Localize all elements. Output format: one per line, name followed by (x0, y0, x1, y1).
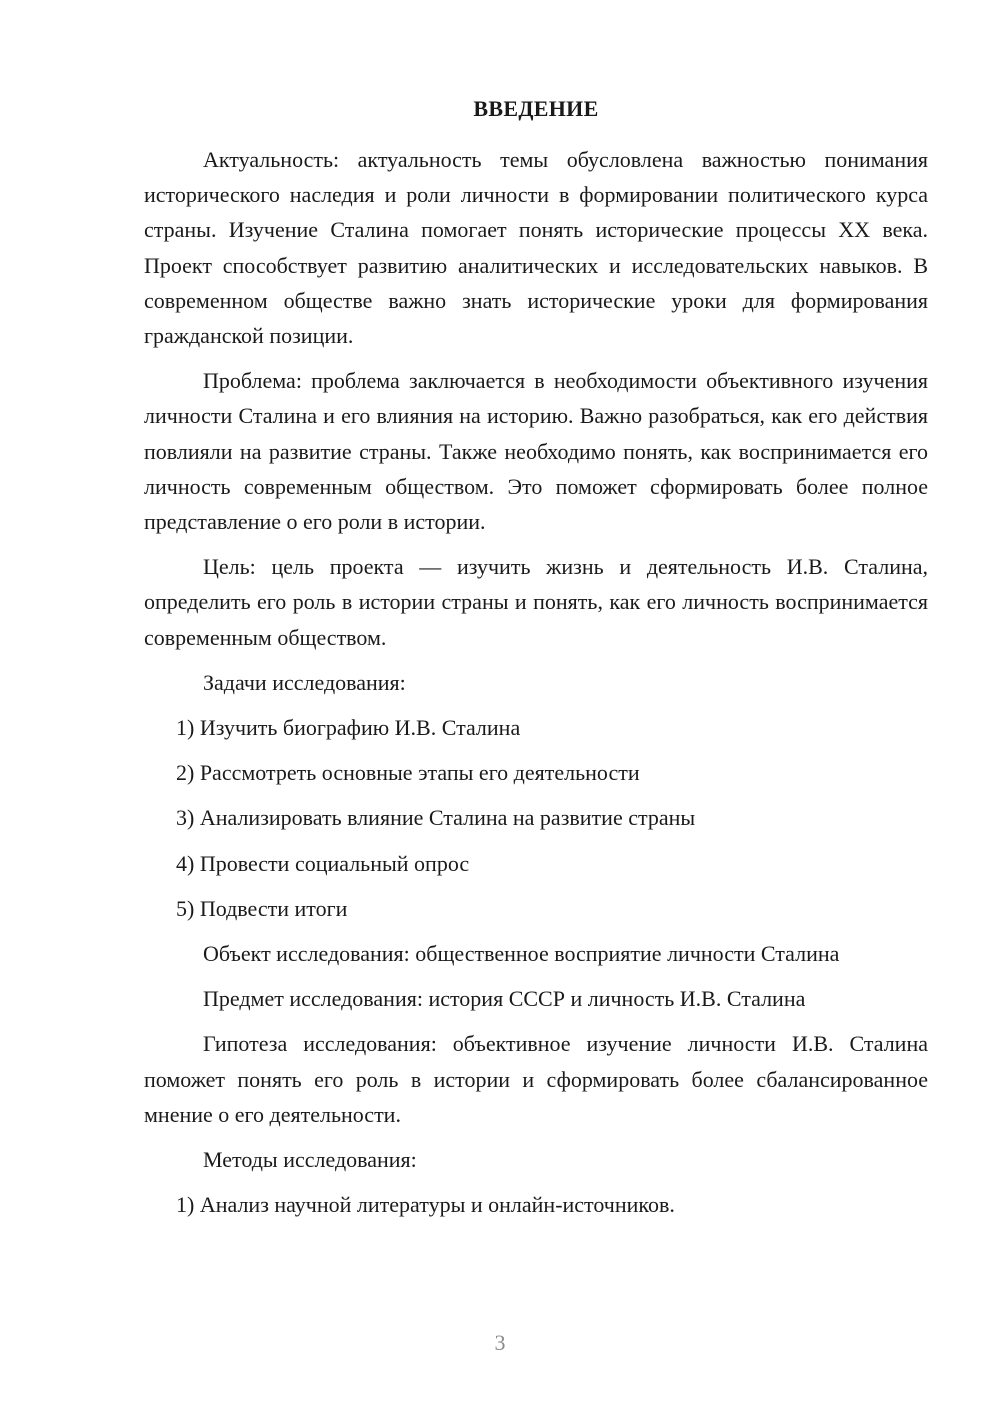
list-item: 1) Анализ научной литературы и онлайн-источников. (176, 1192, 675, 1218)
relevance-paragraph: Актуальность: актуальность темы обусловлена важностью понимания исторического наследия и роли личности в формировании политического курса страны. Изучение Сталина помогает понять исторические процессы XX века. Проект способствует развитию аналитических и исследовательских навыков. В современном обществе важно знать исторические уроки для формирования гражданской позиции. (144, 147, 928, 349)
page-number: 3 (494, 1330, 506, 1355)
subject-paragraph: Предмет исследования: история СССР и личность И.В. Сталина (203, 986, 806, 1012)
list-item: 3) Анализировать влияние Сталина на развитие страны (176, 805, 696, 831)
hypothesis-paragraph: Гипотеза исследования: объективное изучение личности И.В. Сталина поможет понять его роль в истории и сформировать более сбалансированное мнение о его деятельности. (144, 1031, 928, 1127)
section-title: ВВЕДЕНИЕ (473, 96, 599, 121)
list-item: 4) Провести социальный опрос (176, 850, 470, 876)
list-item: 1) Изучить биографию И.В. Сталина (176, 715, 521, 741)
list-item: 5) Подвести итоги (176, 895, 348, 921)
methods-label: Методы исследования: (203, 1147, 417, 1173)
methods-list (144, 1187, 928, 1222)
list-item: 2) Рассмотреть основные этапы его деятельности (176, 760, 640, 786)
tasks-list (144, 710, 928, 926)
tasks-label: Задачи исследования: (203, 669, 406, 695)
page-content (144, 90, 928, 1232)
goal-paragraph: Цель: цель проекта — изучить жизнь и деятельность И.В. Сталина, определить его роль в истории страны и понять, как его личность воспринимается современным обществом. (144, 554, 928, 650)
problem-paragraph: Проблема: проблема заключается в необходимости объективного изучения личности Сталина и его влияния на историю. Важно разобраться, как его действия повлияли на развитие страны. Также необходимо понять, как воспринимается его личность современным обществом. Это поможет сформировать более полное представление о его роли в истории. (144, 368, 928, 535)
object-paragraph: Объект исследования: общественное восприятие личности Сталина (203, 941, 840, 967)
